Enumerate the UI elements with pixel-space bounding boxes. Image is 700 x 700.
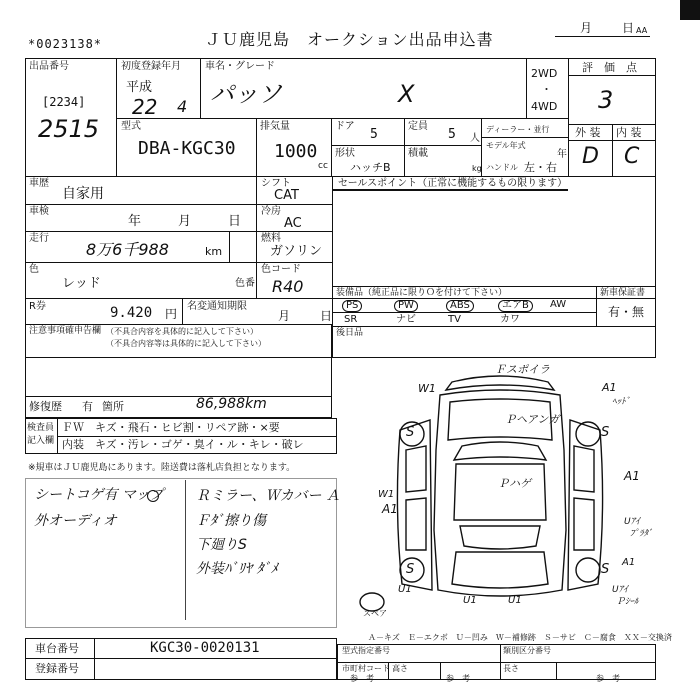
- notice-label: 名変通知期限: [187, 301, 247, 312]
- inspection-month: 月: [178, 214, 192, 229]
- exterior-label: 外 装: [575, 126, 601, 139]
- load-label: 積載: [408, 148, 428, 159]
- mark-s-front-left: S: [406, 425, 415, 440]
- handle-label: ハンドル: [486, 163, 518, 172]
- handwritten-note-mid-4: 外装ﾊﾞﾘﾔ ﾀﾞﾒ: [196, 561, 278, 577]
- equipment-item: PW: [394, 300, 418, 312]
- handwritten-note-left-1: シートコゲ有 マップ: [34, 487, 164, 503]
- repair-history-label: 修復歴: [29, 400, 62, 413]
- seats-unit: 人: [470, 133, 480, 144]
- mark-a1-rear-right: A1: [622, 557, 636, 568]
- score-label: 評 価 点: [582, 61, 637, 74]
- mark-note-head: ﾍｯﾄﾞ: [612, 397, 631, 407]
- mark-s-rear-left: S: [406, 562, 415, 577]
- mark-s-front-right: S: [601, 425, 610, 440]
- mark-u1-rear-left: U1: [398, 584, 412, 595]
- equipment-item-secondary: ナビ: [396, 314, 416, 325]
- repair-count-label: 箇所: [102, 400, 124, 413]
- mileage-unit: km: [205, 245, 223, 258]
- handwritten-note-mid-2: Ｆﾀﾞ擦り傷: [196, 513, 266, 529]
- lot-number-label: 出品番号: [29, 61, 69, 72]
- notice-day: 日: [320, 309, 333, 323]
- drive-4wd: 4WD: [531, 100, 558, 113]
- reference-label-2: 参 考: [446, 674, 470, 683]
- mark-a1-top-right: A1: [602, 381, 617, 394]
- reference-label-3: 参 考: [596, 674, 620, 683]
- car-grade: X: [398, 80, 415, 108]
- diagram-hood-label: Ｐヘアンガ: [505, 413, 560, 426]
- selling-points-label: セールスポイント（正常に機能するもの限ります）: [338, 178, 568, 189]
- doors-label: ドア: [335, 121, 355, 132]
- handwritten-note-mid-1: Ｒミラー、Ｗカバー Ａ: [196, 488, 340, 504]
- mark-note-ua1: Uｱｲ: [624, 517, 640, 527]
- mark-note-plada: ﾌﾟﾗﾀﾞ: [630, 529, 653, 539]
- equipment-item: ABS: [446, 300, 474, 312]
- shape-value: ハッチB: [350, 161, 391, 174]
- interior-label: 内 装: [616, 126, 642, 139]
- equipment-item: AW: [550, 299, 567, 310]
- mark-u1-rear-a: U1: [463, 595, 477, 606]
- shift-label: シフト: [261, 178, 291, 189]
- shift-value: CAT: [274, 188, 299, 203]
- mark-u1-rear-b: U1: [508, 595, 522, 606]
- handle-value: 左・右: [524, 161, 557, 174]
- doors-value: 5: [370, 127, 378, 142]
- municipal-code-label: 市町村コード: [342, 664, 390, 673]
- length-label: 長さ: [503, 664, 519, 673]
- usage-value: 自家用: [62, 186, 104, 202]
- car-name-label: 車名・グレード: [205, 61, 275, 72]
- notes-sub-1: （不具合内容を具体的に記入して下さい）: [106, 327, 258, 336]
- interior-grade: C: [624, 144, 640, 169]
- height-label: 高さ: [392, 664, 408, 673]
- color-code-value: R40: [272, 277, 304, 296]
- footnote: ※規車はＪＵ鹿児島にあります。陸送費は落札店負担となります。: [28, 463, 296, 473]
- exterior-grade: D: [582, 144, 599, 169]
- model-year-unit: 年: [557, 149, 567, 160]
- notes-sub-2: （不具合内容等は具体的に記入して下さい）: [106, 339, 266, 348]
- dealer-label: ディーラー・並行: [486, 125, 550, 134]
- lot-number: 2515: [38, 115, 100, 143]
- mark-note-ua1-rear: Uｱｲ: [612, 585, 628, 595]
- inspector-label-1: 検査員: [27, 423, 55, 433]
- form-title: ＪＵ鹿児島 オークション出品申込書: [205, 30, 494, 49]
- handwritten-note-mid-3: 下廻りS: [196, 537, 247, 553]
- ac-value: AC: [284, 216, 302, 231]
- registration-label: 初度登録年月: [121, 61, 181, 72]
- model-type-label: 型式: [121, 121, 141, 132]
- color-label: 色: [29, 264, 39, 275]
- inspection-fw-row: ＦＷ キズ・飛石・ヒビ割・リペア跡・×要: [62, 421, 280, 434]
- seats-value: 5: [448, 127, 456, 142]
- mileage-value: 8万6千988: [86, 240, 169, 259]
- ac-label: 冷房: [261, 206, 281, 217]
- diagram-front-spoiler-label: Ｆスポイラ: [495, 363, 550, 376]
- handwritten-note-left-2: 外オーディオ: [34, 513, 117, 529]
- new-car-warranty-value: 有・無: [608, 305, 645, 319]
- recycle-label: R券: [29, 301, 46, 312]
- chassis-label: 車台番号: [35, 642, 79, 655]
- equipment-item-secondary: SR: [344, 314, 358, 325]
- inspector-label-2: 記入欄: [27, 436, 55, 446]
- recycle-value: 9.420: [110, 305, 153, 321]
- inspection-interior-row: 内装 キズ・汚レ・ゴゲ・臭イ・ル・キレ・破レ: [62, 438, 304, 451]
- notice-month: 月: [278, 309, 291, 323]
- diagram-roof-label: Ｐハゲ: [498, 477, 531, 490]
- registration-mark: [680, 0, 700, 20]
- equipment-item: PS: [342, 300, 362, 312]
- rear-items-box: [332, 326, 656, 358]
- equipment-item-secondary: カワ: [500, 314, 520, 325]
- notes-label: 注意事項確申告欄: [29, 326, 102, 336]
- shape-label: 形状: [335, 148, 355, 159]
- reference-label-1: 参 考: [350, 674, 374, 683]
- equipment-item-secondary: TV: [448, 314, 461, 325]
- mark-note-seal: Ｐｼｰﾙ: [616, 597, 639, 607]
- registration-month: 4: [177, 97, 188, 116]
- serial-number: *0023138*: [28, 37, 103, 51]
- handwritten-mileage: 86,988km: [196, 396, 267, 412]
- lot-sub-number: [2234]: [42, 95, 86, 109]
- mark-w1-top: W1: [418, 382, 436, 395]
- score-value: 3: [598, 86, 614, 114]
- mileage-label: 走行: [29, 233, 49, 244]
- fuel-label: 燃料: [261, 233, 281, 244]
- damage-legend: Ａ－キズ Ｅ－エクボ Ｕ－凹み Ｗ－補修跡 Ｓ－サビ Ｃ－腐食 ＸＸ－交換済: [368, 633, 672, 642]
- color-code-label: 色コード: [261, 264, 301, 275]
- displacement-label: 排気量: [260, 121, 290, 132]
- day-label: 日: [622, 21, 635, 35]
- chassis-number: KGC30-0020131: [150, 640, 260, 656]
- diagram-spare-label: スペア: [363, 609, 387, 618]
- registration-year: 22: [132, 95, 158, 119]
- month-label: 月: [580, 21, 593, 35]
- fuel-value: ガソリン: [270, 244, 323, 259]
- inspection-year: 年: [128, 214, 142, 229]
- repair-history-value: 有: [82, 400, 93, 413]
- color-value: レッド: [62, 276, 101, 291]
- mark-a1-left: A1: [382, 502, 398, 516]
- load-unit: kg: [472, 164, 482, 173]
- drive-dot: ・: [541, 83, 552, 96]
- registration-era: 平成: [126, 80, 153, 95]
- inspection-label: 車検: [29, 206, 49, 217]
- type-cert-label: 型式指定番号: [342, 646, 390, 655]
- mark-w1-left: W1: [378, 489, 395, 500]
- mark-s-rear-right: S: [601, 562, 610, 577]
- aa-label: AA: [636, 26, 648, 35]
- class-number-label: 類別区分番号: [503, 646, 551, 655]
- displacement-value: 1000: [274, 141, 318, 162]
- registration-number-label: 登録番号: [35, 662, 79, 675]
- displacement-unit: cc: [318, 161, 328, 171]
- usage-label: 車歴: [29, 178, 49, 189]
- model-year-label: モデル年式: [486, 141, 526, 150]
- color-number-label: 色番: [235, 278, 255, 289]
- circle-mark: [147, 490, 159, 502]
- equipment-label: 装備品（純正品に限りＯを付けて下さい）: [336, 288, 508, 298]
- car-name: パッソ: [210, 80, 282, 108]
- recycle-unit: 円: [165, 307, 178, 321]
- inspection-day: 日: [228, 214, 242, 229]
- rear-items-label: 後日品: [336, 328, 364, 338]
- equipment-item: エアB: [498, 300, 533, 312]
- drive-2wd: 2WD: [531, 67, 558, 80]
- mark-a1-right: A1: [624, 469, 640, 483]
- seats-label: 定員: [408, 121, 428, 132]
- model-type: DBA-KGC30: [138, 138, 236, 159]
- new-car-warranty-label: 新車保証書: [600, 288, 646, 298]
